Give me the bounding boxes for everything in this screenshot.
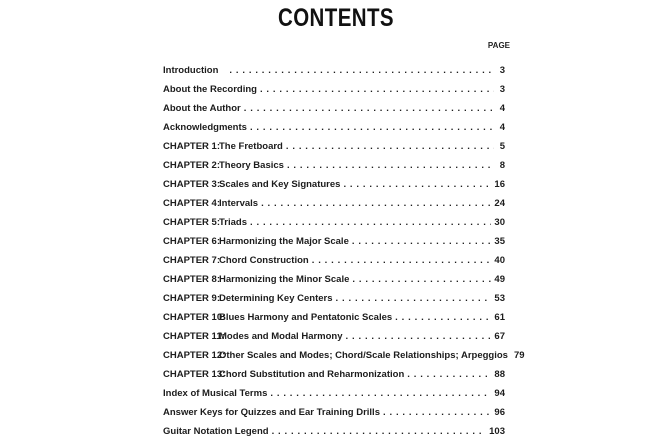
toc-entry [163,228,505,247]
toc-entry-page-number: 4 [499,122,505,133]
toc-entry-chapter: CHAPTER 6: [163,236,221,247]
toc-entry-page-number: 3 [499,65,505,76]
toc-entry [163,133,505,152]
toc-entry-leader-dots [287,159,494,171]
toc-entry-chapter: CHAPTER 4: [163,198,221,209]
toc-entry-title: Blues Harmony and Pentatonic Scales [219,312,393,323]
toc-entry [163,361,505,380]
toc-entry-page-number: 49 [494,274,505,285]
toc-entry-leader-dots [250,121,494,133]
toc-entry-page-number: 53 [494,293,505,304]
toc-entry-leader-dots [407,368,491,380]
toc-entry [163,209,505,228]
toc-entry-page-number: 96 [494,407,505,418]
toc-entry-chapter: CHAPTER 7: [163,255,221,266]
toc-entry [163,114,505,133]
toc-entry-leader-dots [229,64,494,76]
toc-entry [163,323,505,342]
toc-entry-title: Theory Basics [219,160,284,171]
toc-entry [163,285,505,304]
toc-entry [163,152,505,171]
toc-entry-chapter: CHAPTER 12: [163,350,226,361]
toc-entry-title: Other Scales and Modes; Chord/Scale Relationships; Arpeggios [219,350,508,361]
toc-entry-page-number: 8 [499,160,505,171]
toc-entry-leader-dots [346,330,492,342]
toc-entry-page-number: 24 [494,198,505,209]
toc-entry-page-number: 94 [494,388,505,399]
toc-entry-chapter: CHAPTER 10: [163,312,226,323]
toc-entry [163,380,505,399]
toc-entry-page-number: 4 [499,103,505,114]
toc-entry-title: The Fretboard [219,141,283,152]
toc-entry-title: Index of Musical Terms [163,388,268,399]
toc-entry [163,266,505,285]
page-title: CONTENTS [277,4,395,32]
toc-entry-chapter: CHAPTER 2: [163,160,221,171]
toc-entry-leader-dots [286,140,494,152]
toc-entry-leader-dots [260,83,494,95]
toc-entry [163,95,505,114]
toc-entry [163,399,505,418]
toc-entry-chapter: CHAPTER 11: [163,331,225,342]
toc-entry-leader-dots [270,387,491,399]
toc-entry-page-number: 16 [494,179,505,190]
toc-entry-page-number: 79 [513,350,525,361]
toc-entry [163,342,525,361]
toc-entry-leader-dots [352,273,491,285]
toc-entry-page-number: 30 [494,217,505,228]
toc-entry-title: Intervals [219,198,259,209]
toc-entry-page-number: 67 [494,331,505,342]
toc-entry-chapter: CHAPTER 3: [163,179,221,190]
page-column-label: PAGE [487,41,510,50]
toc-entry-leader-dots [261,197,491,209]
toc-entry-title: About the Recording [163,84,257,95]
toc-entry-leader-dots [395,311,491,323]
toc-entry-chapter: CHAPTER 13: [163,369,226,380]
toc-entry-title: Triads [219,217,247,228]
table-of-contents [163,57,525,437]
toc-entry-page-number: 103 [489,426,505,437]
toc-entry-page-number: 3 [499,84,505,95]
toc-entry [163,418,505,437]
toc-entry [163,57,505,76]
toc-entry [163,304,505,323]
toc-entry-page-number: 35 [494,236,505,247]
toc-entry-title: Modes and Modal Harmony [219,331,343,342]
toc-entry-title: Harmonizing the Minor Scale [219,274,350,285]
toc-entry-title: Introduction [163,65,219,76]
toc-entry-title: Chord Construction [219,255,309,266]
toc-entry-page-number: 5 [499,141,505,152]
toc-entry-chapter: CHAPTER 8: [163,274,221,285]
toc-entry-title: Guitar Notation Legend [163,426,269,437]
toc-entry-chapter: CHAPTER 1: [163,141,221,152]
toc-entry-title: Harmonizing the Major Scale [219,236,349,247]
toc-entry-leader-dots [352,235,492,247]
toc-entry [163,76,505,95]
toc-entry [163,171,505,190]
toc-entry-chapter: CHAPTER 5: [163,217,221,228]
toc-entry-title: About the Author [163,103,241,114]
toc-entry-leader-dots [383,406,491,418]
toc-entry-leader-dots [244,102,494,114]
toc-entry-leader-dots [312,254,492,266]
toc-entry-chapter: CHAPTER 9: [163,293,221,304]
toc-entry-title: Determining Key Centers [219,293,333,304]
toc-entry-title: Acknowledgments [163,122,247,133]
toc-entry-page-number: 40 [494,255,505,266]
toc-entry [163,247,505,266]
toc-entry-leader-dots [336,292,492,304]
toc-entry-leader-dots [250,216,491,228]
toc-entry-leader-dots [343,178,491,190]
toc-entry-leader-dots [272,425,487,437]
toc-entry [163,190,505,209]
toc-entry-title: Answer Keys for Quizzes and Ear Training Drills [163,407,380,418]
toc-entry-title: Scales and Key Signatures [219,179,341,190]
toc-entry-page-number: 61 [494,312,505,323]
toc-entry-page-number: 88 [494,369,505,380]
toc-entry-title: Chord Substitution and Reharmonization [219,369,405,380]
